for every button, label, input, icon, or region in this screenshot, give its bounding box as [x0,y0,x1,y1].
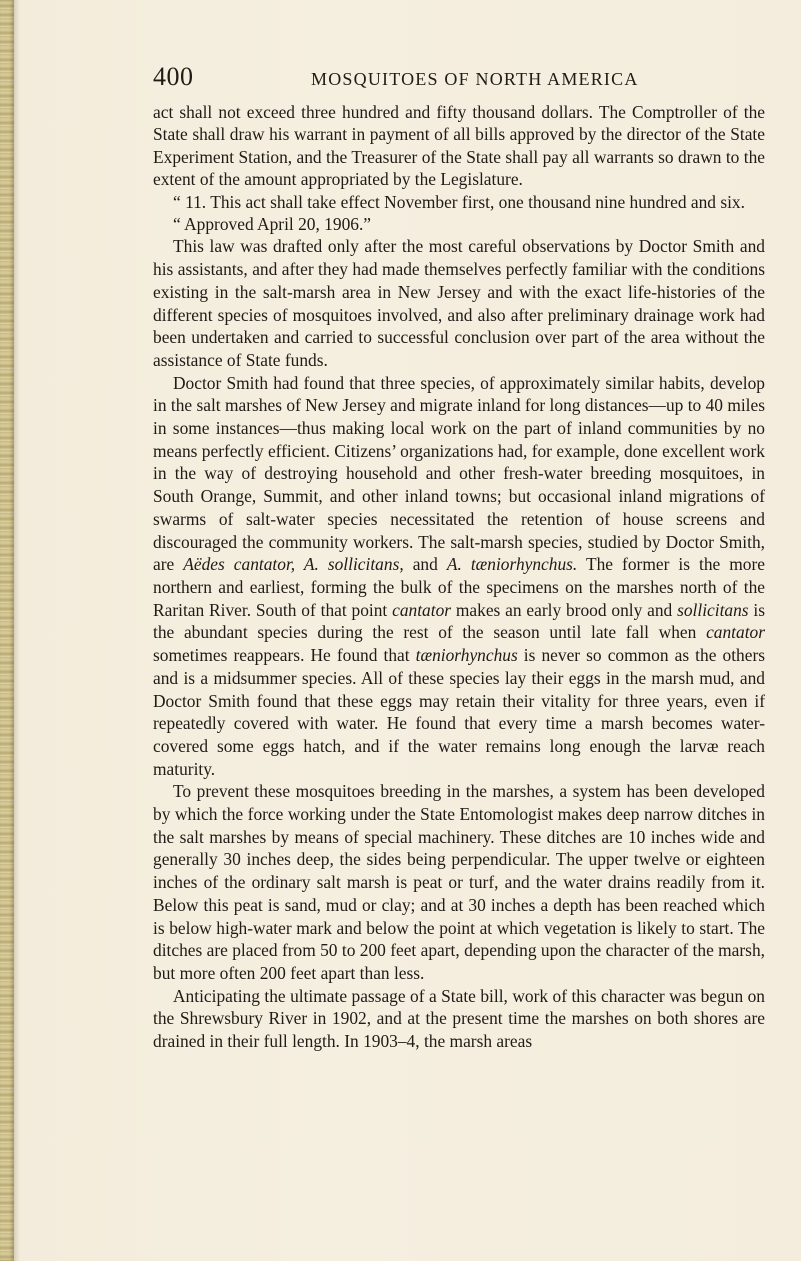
running-title: MOSQUITOES OF NORTH AMERICA [311,69,639,89]
species-name: Aëdes cantator, A. sollicitans, [183,554,404,575]
paragraph-act-continuation: act shall not exceed three hundred and fifty thousand dollars. The Comptroller of the State shall draw his warrant in payment of all bills approved by the director of the State Experiment Station, and the Treasurer of the State shall pay all warrants so drawn to the extent of the amount appropriated by the Legislature. [153,102,765,190]
paragraph-section-11: “ 11. This act shall take effect November first, one thousand nine hundred and six. [173,191,745,212]
page-number: 400 [153,62,194,91]
species-name: tæniorhynchus [415,645,518,666]
species-name: cantator [706,622,765,643]
body-text [153,101,765,1053]
species-text-segment: Doctor Smith had found that three species, of approximately similar habits, develop in the salt marshes of New Jersey and migrate inland for long distances—up to 40 miles in some instances—thus making local work on the part of inland communities by no means perfectly efficient. Citizens’ organizations had, for example, done excellent work in the way of destroying household and other fresh-water breeding mosquitoes, in South Orange, Summit, and other inland towns; but occasional inland migrations of swarms of salt-water species necessitated the retention of house screens and discouraged the community workers. The salt-marsh species, studied by Doctor Smith, are [153,372,765,575]
species-text-segment: is the abundant species during the rest of the season until late fall when [153,599,765,643]
species-text-segment: makes an early brood only and [451,599,678,620]
binding-edge [0,0,14,1261]
paragraph-salt-marsh-species [153,372,765,781]
paragraph-ditching-system: To prevent these mosquitoes breeding in the marshes, a system has been developed by which the force working under the State Entomologist makes deep narrow ditches in the salt marshes by means of special machinery. These ditches are 10 inches wide and generally 30 inches deep, the sides being perpendicular. The upper twelve or eighteen inches of the ordinary salt marsh is peat or turf, and the water drains readily from it. Below this peat is sand, mud or clay; and at 30 inches a depth has been reached which is below high-water mark and below the point at which vegetation is likely to start. The ditches are placed from 50 to 200 feet apart, depending upon the character of the marsh, but more often 200 feet apart than less. [153,781,765,983]
species-name: cantator [392,599,452,620]
species-text-segment: and [403,554,447,575]
species-name: A. tæniorhynchus. [446,554,578,575]
page-header [153,62,733,96]
paragraph-law-drafting: This law was drafted only after the most careful observations by Doctor Smith and his assistants, and after they had made themselves perfectly familiar with the conditions existing in the salt-marsh area in New Jersey and with the exact life-histories of the different species of mosquitoes involved, and also after preliminary drainage work had been undertaken and carried to successful conclusion over part of the area without the assistance of State funds. [153,236,765,370]
species-name: sollicitans [677,599,749,620]
species-text-segment: is never so common as the others and is a midsummer species. All of these species lay their eggs in the marsh mud, and Doctor Smith found that these eggs may retain their vitality for three years, even if repeatedly covered with water. He found that every time a marsh becomes water-covered some eggs hatch, and if the water remains long enough the larvæ reach maturity. [153,645,765,779]
paragraph-shrewsbury-river: Anticipating the ultimate passage of a State bill, work of this character was begun on the Shrewsbury River in 1902, and at the present time the marshes on both shores are drained in their full length. In 1903–4, the marsh areas [153,985,765,1052]
species-text-segment: The former is the more northern and earliest, forming the bulk of the specimens on the marshes north of the Raritan River. South of that point [153,554,765,620]
species-text-segment: sometimes reappears. He found that [153,645,416,666]
paragraph-approval-date: “ Approved April 20, 1906.” [173,214,372,235]
